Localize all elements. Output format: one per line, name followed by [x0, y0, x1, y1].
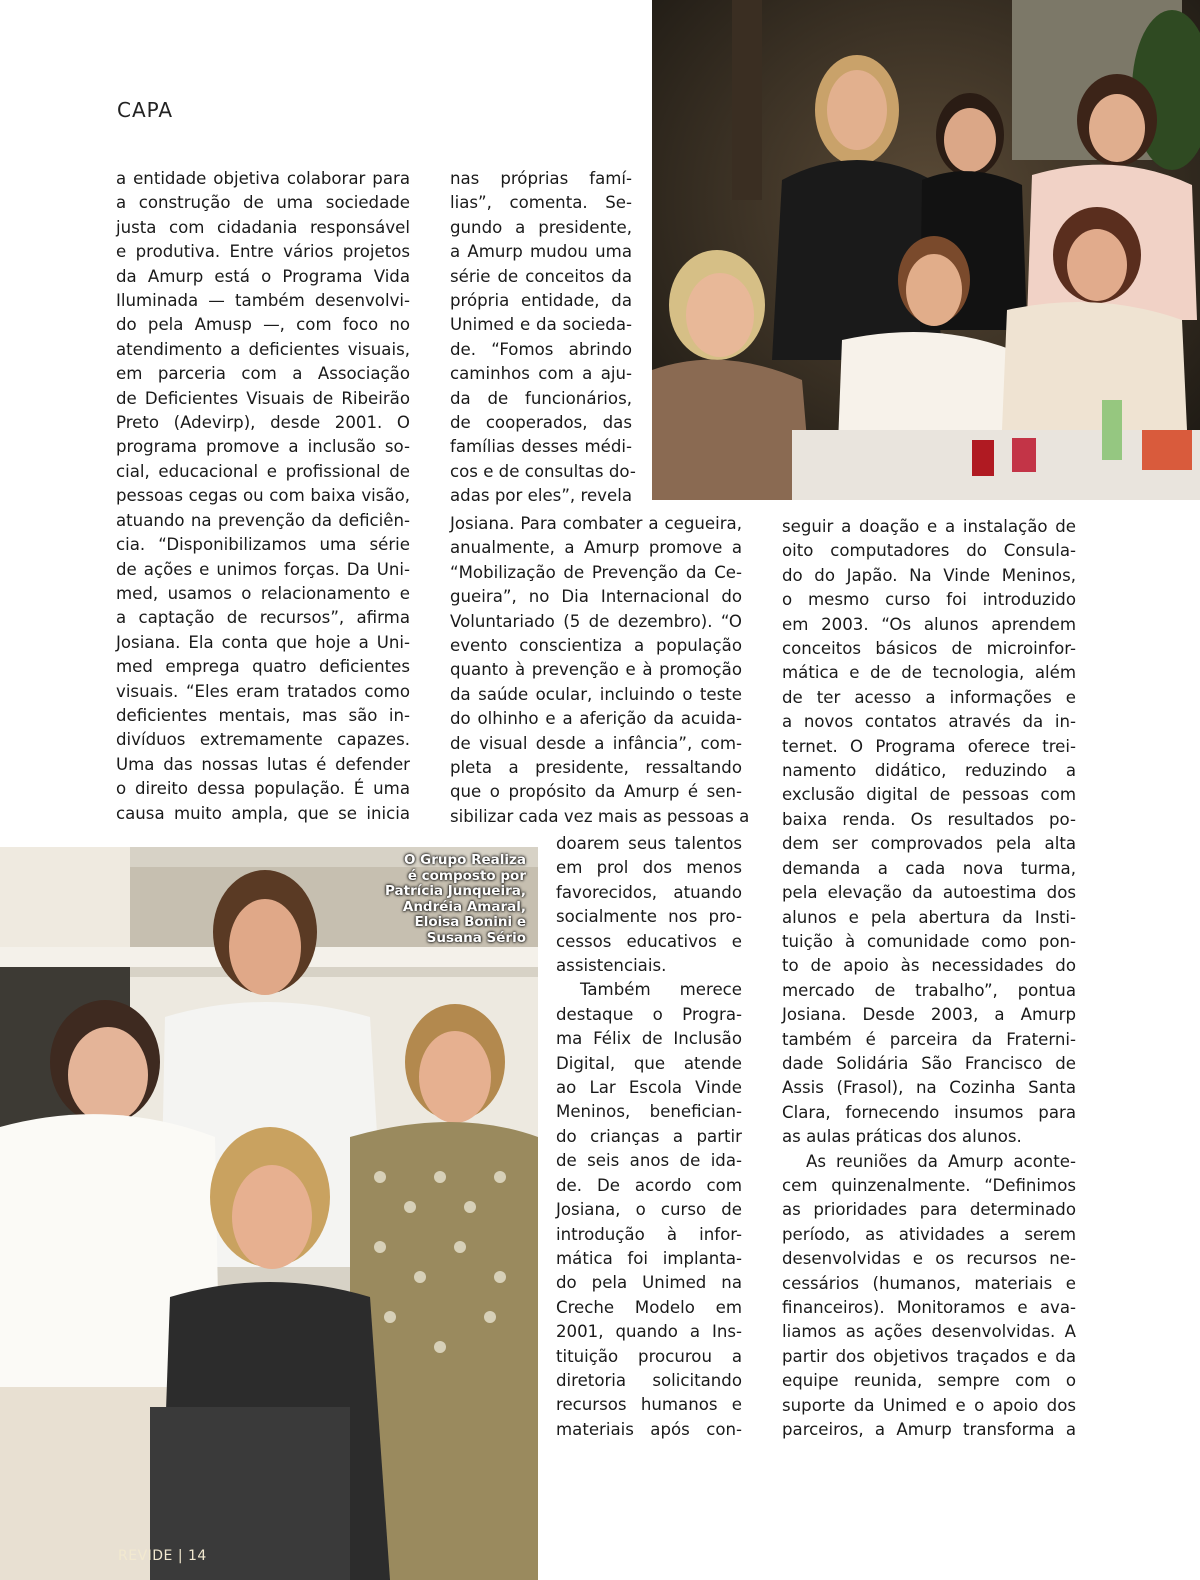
text-line: dem ser comprovados pela alta: [782, 834, 1076, 854]
text-line: programa promove a inclusão so-: [116, 437, 410, 457]
text-line: de. De acordo com: [556, 1175, 742, 1195]
text-line: desenvolvidas e os recursos ne-: [782, 1249, 1076, 1269]
text-line: Meninos, benefician-: [556, 1102, 742, 1122]
text-line: Também merece: [580, 980, 742, 1000]
text-line: Unimed e da socieda-: [450, 315, 632, 335]
text-line: do olhinho e a aferição da acuida-: [450, 709, 742, 729]
text-line: em 2003. “Os alunos aprendem: [782, 614, 1076, 634]
text-line: própria entidade, da: [450, 291, 632, 311]
text-line: parceiros, a Amurp transforma a: [782, 1420, 1076, 1440]
text-line: tituição procurou a: [556, 1346, 742, 1366]
text-line: atendimento a deficientes visuais,: [116, 339, 410, 359]
text-line: pleta a presidente, ressaltando: [450, 758, 742, 778]
text-line: equipe reunida, sempre com o: [782, 1371, 1076, 1391]
text-line: o direito dessa população. É uma: [116, 779, 410, 799]
text-line: Creche Modelo em: [556, 1297, 742, 1317]
text-line: ao Lar Escola Vinde: [556, 1078, 742, 1098]
article-column-3: [782, 515, 1076, 1442]
text-line: de seis anos de ida-: [556, 1151, 742, 1171]
text-line: o mesmo curso foi introduzido: [782, 590, 1076, 610]
text-line: da de funcionários,: [450, 388, 632, 408]
text-line: cessos educativos e: [556, 931, 742, 951]
text-line: oito computadores do Consula-: [782, 541, 1076, 561]
caption-line: Susana Sério: [426, 929, 526, 946]
text-line: alunos e pela abertura da Insti-: [782, 907, 1076, 927]
text-line: cial, educacional e profissional de: [116, 461, 410, 481]
text-line: baixa renda. Os resultados po-: [782, 809, 1076, 829]
text-line: As reuniões da Amurp aconte-: [806, 1151, 1076, 1171]
text-line: partir dos objetivos traçados e da: [782, 1346, 1076, 1366]
text-line: Josiana. Desde 2003, a Amurp: [782, 1005, 1076, 1025]
text-line: do crianças a partir: [556, 1126, 742, 1146]
text-line: Josiana, o curso de: [556, 1200, 742, 1220]
text-line: Digital, que atende: [556, 1053, 742, 1073]
page-folio: REVIDE | 14: [118, 1548, 207, 1564]
text-line: visuais. “Eles eram tratados como: [116, 681, 410, 701]
text-line: liamos as ações desenvolvidas. A: [782, 1322, 1076, 1342]
article-column-2-top: [450, 167, 636, 509]
text-line: anualmente, a Amurp promove a: [450, 538, 742, 558]
text-line: da saúde ocular, incluindo o teste: [450, 684, 742, 704]
text-line: diretoria solicitando: [556, 1370, 742, 1390]
text-line: pessoas cegas ou com baixa visão,: [116, 486, 410, 506]
text-line: a entidade objetiva colaborar para: [116, 169, 410, 188]
text-line: gundo a presidente,: [450, 217, 632, 237]
text-line: exclusão digital de pessoas com: [782, 785, 1076, 805]
text-line: mercado de trabalho”, pontua: [782, 980, 1076, 1000]
text-line: gueira”, no Dia Internacional do: [450, 587, 742, 607]
text-line: período, as atividades a serem: [782, 1224, 1076, 1244]
group-realiza-photo: [0, 847, 538, 1580]
text-line: Josiana. Para combater a cegueira,: [450, 514, 742, 533]
text-line: cos e de consultas do-: [450, 461, 636, 481]
text-line: pela elevação da autoestima dos: [782, 883, 1076, 903]
article-column-2-bottom: [556, 832, 742, 1442]
text-line: Uma das nossas lutas é defender: [116, 754, 410, 774]
text-line: as aulas práticas dos alunos.: [782, 1127, 1022, 1147]
text-line: deficientes mentais, mas são in-: [116, 705, 410, 725]
text-line: as prioridades para determinado: [782, 1200, 1076, 1220]
section-label: CAPA: [117, 98, 174, 122]
text-line: conceitos básicos de microinfor-: [782, 639, 1076, 659]
article-column-2-middle: [450, 512, 750, 829]
text-line: de ações e unimos forças. Da Uni-: [116, 559, 410, 579]
text-line: da Amurp está o Programa Vida: [116, 266, 410, 286]
text-line: Preto (Adevirp), desde 2001. O: [116, 413, 410, 433]
text-line: em prol dos menos: [556, 858, 742, 878]
group-photo-restaurant: [652, 0, 1200, 500]
text-line: socialmente nos pro-: [556, 907, 742, 927]
text-line: também é parceira da Fraterni-: [782, 1029, 1076, 1049]
text-line: de ter acesso a informações e: [782, 687, 1076, 707]
caption-line: Andréia Amaral,: [402, 898, 526, 915]
caption-line: Eloisa Bonini e: [414, 914, 526, 930]
text-line: favorecidos, atuando: [556, 882, 742, 902]
text-line: Assis (Frasol), na Cozinha Santa: [782, 1078, 1076, 1098]
text-line: Clara, fornecendo insumos para: [782, 1102, 1076, 1122]
text-line: cia. “Disponibilizamos uma série: [116, 535, 410, 555]
text-line: do do Japão. Na Vinde Meninos,: [782, 565, 1076, 585]
text-line: mática foi implanta-: [556, 1248, 742, 1268]
text-line: a Amurp mudou uma: [450, 242, 632, 262]
text-line: cem quinzenalmente. “Definimos: [782, 1175, 1076, 1195]
text-line: financeiros). Monitoramos e ava-: [782, 1298, 1076, 1317]
text-line: Iluminada — também desenvolvi-: [116, 291, 410, 311]
text-line: materiais após con-: [556, 1419, 742, 1439]
text-line: nas próprias famí-: [450, 169, 632, 188]
text-line: caminhos com a aju-: [450, 364, 632, 384]
text-line: med emprega quatro deficientes: [116, 657, 410, 677]
photo-caption: [366, 853, 526, 946]
text-line: destaque o Progra-: [556, 1004, 742, 1024]
text-line: ma Félix de Inclusão: [556, 1029, 742, 1049]
caption-line: Patrícia Junqueira,: [384, 883, 526, 899]
text-line: atuando na prevenção da deficiên-: [116, 510, 410, 530]
text-line: do pela Amusp —, com foco no: [116, 315, 410, 335]
text-line: justa com cidadania responsável: [116, 217, 410, 237]
text-line: 2001, quando a Ins-: [556, 1322, 742, 1342]
text-line: quanto à prevenção e à promoção: [450, 660, 742, 680]
text-line: Josiana. Ela conta que hoje a Uni-: [116, 632, 410, 652]
text-line: cessários (humanos, materiais e: [782, 1273, 1076, 1293]
text-line: a captação de recursos”, afirma: [116, 608, 410, 628]
text-line: causa muito ampla, que se inicia: [116, 803, 410, 823]
text-line: assistenciais.: [556, 956, 667, 976]
text-line: suporte da Unimed e o apoio dos: [782, 1395, 1076, 1415]
text-line: evento conscientiza a população: [450, 636, 742, 656]
text-line: de Deficientes Visuais de Ribeirão: [116, 388, 410, 408]
text-line: de cooperados, das: [450, 413, 632, 433]
text-line: sibilizar cada vez mais as pessoas a: [450, 806, 750, 826]
text-line: namento didático, reduzindo a: [782, 761, 1076, 781]
text-line: Voluntariado (5 de dezembro). “O: [450, 611, 742, 631]
text-line: “Mobilização de Prevenção da Ce-: [450, 562, 742, 582]
text-line: divíduos extremamente capazes.: [116, 730, 410, 750]
text-line: dade Solidária São Francisco de: [782, 1053, 1076, 1073]
text-line: lias”, comenta. Se-: [450, 193, 632, 213]
text-line: med, usamos o relacionamento e: [116, 583, 410, 603]
text-line: demanda a cada nova turma,: [782, 858, 1076, 878]
text-line: to de apoio às necessidades do: [782, 956, 1076, 976]
text-line: que o propósito da Amurp é sen-: [450, 782, 742, 802]
text-line: do pela Unimed na: [556, 1273, 742, 1293]
text-line: mática e de de tecnologia, além: [782, 663, 1076, 683]
text-line: de. “Fomos abrindo: [450, 339, 632, 359]
text-line: a novos contatos através da in-: [782, 712, 1076, 732]
text-line: recursos humanos e: [556, 1395, 742, 1415]
text-line: famílias desses médi-: [450, 437, 632, 457]
article-column-1: [116, 167, 410, 826]
caption-line: é composto por: [407, 867, 526, 884]
text-line: de visual desde a infância”, com-: [450, 733, 742, 753]
text-line: adas por eles”, revela: [450, 486, 632, 506]
text-line: em parceria com a Associação: [116, 364, 410, 384]
text-line: ternet. O Programa oferece trei-: [782, 736, 1076, 756]
text-line: tuição à comunidade como pon-: [782, 931, 1076, 951]
text-line: e produtiva. Entre vários projetos: [116, 242, 410, 262]
text-line: série de conceitos da: [450, 266, 632, 286]
text-line: introdução à infor-: [556, 1224, 742, 1244]
caption-line: O Grupo Realiza: [403, 852, 526, 868]
text-line: a construção de uma sociedade: [116, 193, 410, 213]
text-line: doarem seus talentos: [556, 834, 742, 853]
text-line: seguir a doação e a instalação de: [782, 517, 1076, 536]
